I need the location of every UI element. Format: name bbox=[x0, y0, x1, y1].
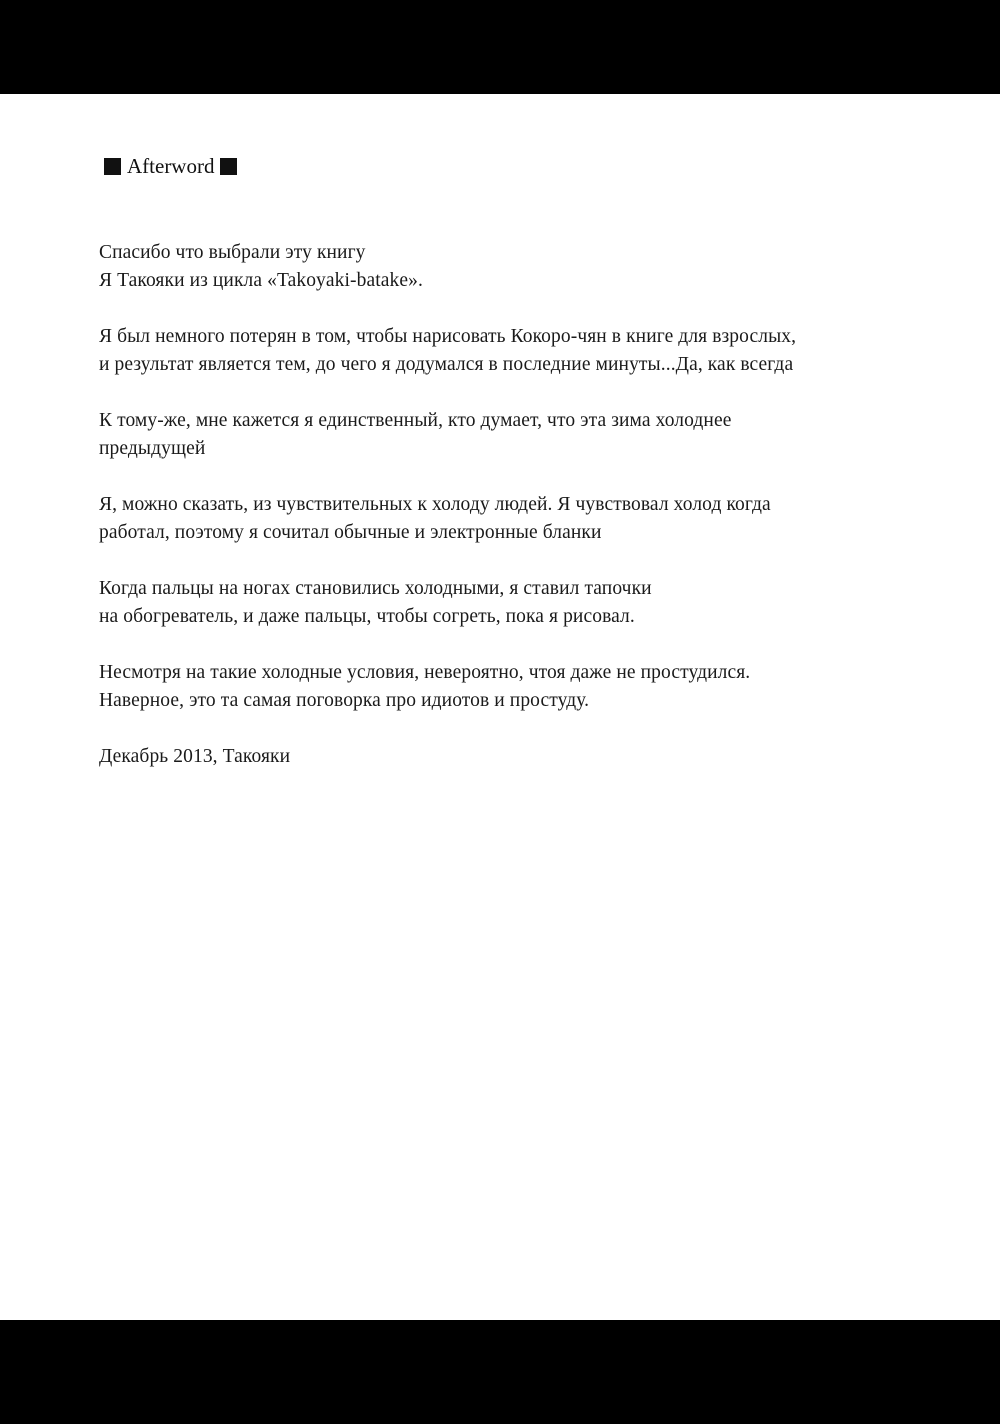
text-line: Когда пальцы на ногах становились холодными, я ставил тапочки bbox=[99, 577, 652, 599]
paragraph-lost bbox=[99, 323, 969, 379]
text-line: на обогреватель, и даже пальцы, чтобы согреть, пока я рисовал. bbox=[99, 605, 635, 627]
text-line: предыдущей bbox=[99, 437, 206, 459]
afterword-heading bbox=[104, 153, 237, 179]
text-line: Я Такояки из цикла «Takoyaki-batake». bbox=[99, 269, 423, 291]
paragraph-thanks bbox=[99, 239, 969, 295]
afterword-page bbox=[0, 94, 1000, 1320]
text-line: Я был немного потерян в том, чтобы нарисовать Кокоро-чян в книге для взрослых, bbox=[99, 325, 797, 347]
text-line: К тому-же, мне кажется я единственный, кто думает, что эта зима холоднее bbox=[99, 409, 732, 431]
text-line: Спасибо что выбрали эту книгу bbox=[99, 242, 366, 263]
square-marker-icon-right bbox=[220, 158, 237, 175]
top-black-border bbox=[0, 0, 1000, 94]
paragraph-winter bbox=[99, 407, 969, 463]
heading-title: Afterword bbox=[127, 154, 215, 178]
paragraph-no-cold bbox=[99, 659, 969, 715]
text-line: Я, можно сказать, из чувствительных к холоду людей. Я чувствовал холод когда bbox=[99, 493, 771, 515]
text-line: Наверное, это та самая поговорка про идиотов и простуду. bbox=[99, 689, 590, 711]
afterword-body bbox=[99, 239, 969, 799]
bottom-black-border bbox=[0, 1320, 1000, 1424]
signature-line: Декабрь 2013, Такояки bbox=[99, 745, 291, 767]
text-line: Несмотря на такие холодные условия, невероятно, чтоя даже не простудился. bbox=[99, 661, 751, 683]
paragraph-slippers bbox=[99, 575, 969, 631]
text-line: работал, поэтому я сочитал обычные и электронные бланки bbox=[99, 521, 602, 543]
paragraph-signature bbox=[99, 743, 969, 771]
text-line: и результат является тем, до чего я додумался в последние минуты...Да, как всегда bbox=[99, 353, 794, 375]
square-marker-icon-left bbox=[104, 158, 121, 175]
paragraph-cold-sensitive bbox=[99, 491, 969, 547]
